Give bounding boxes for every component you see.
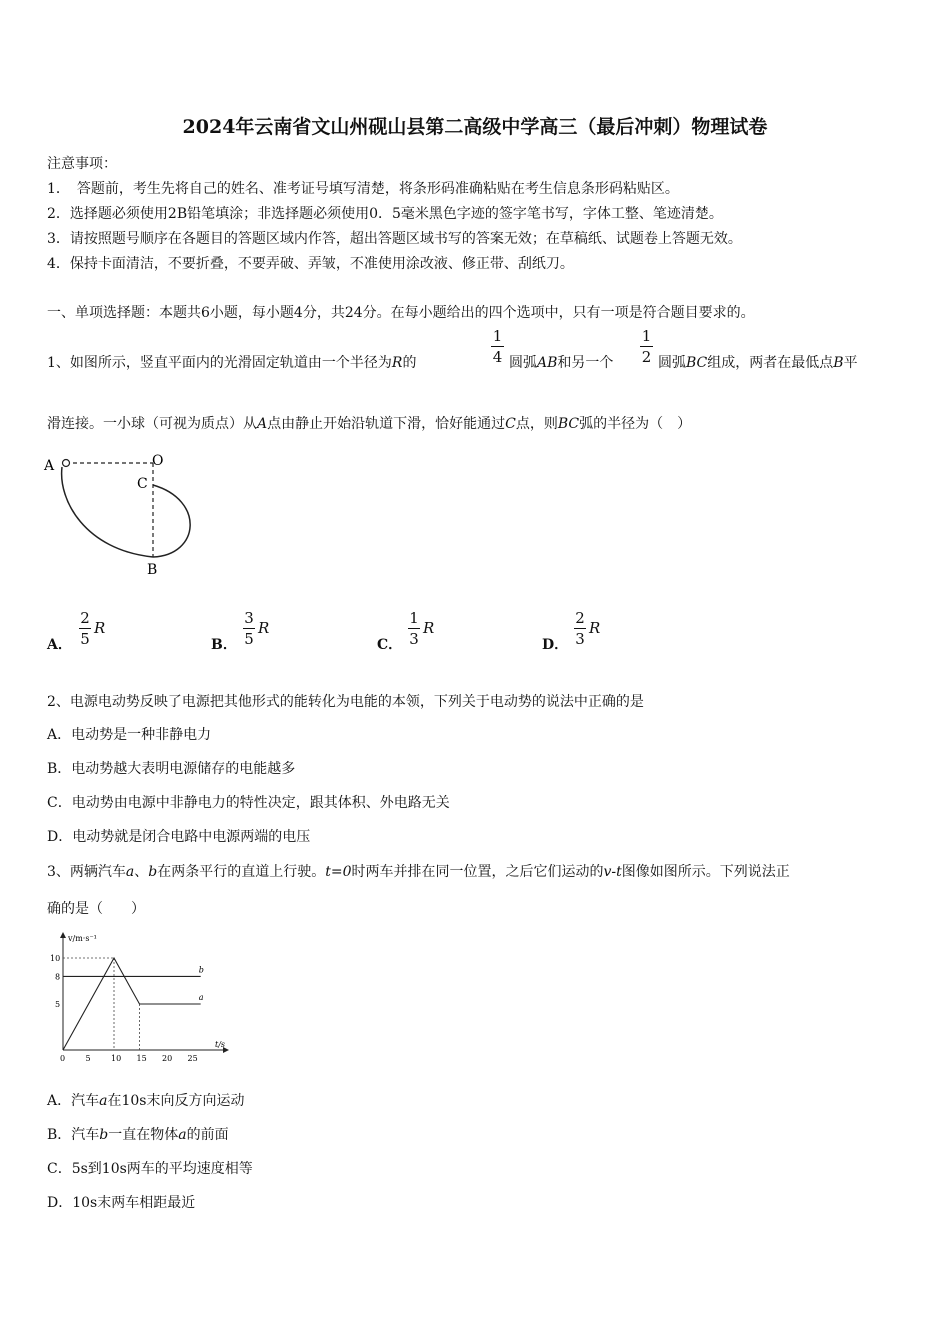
q3-vt-chart (40, 925, 240, 1065)
label-o: O (152, 453, 164, 469)
q1-option-a-letter[interactable]: A． (47, 637, 72, 653)
y-tick-label: 10 (50, 954, 61, 963)
q2-stem: 2、电源电动势反映了电源把其他形式的能转化为电能的本领，下列关于电动势的说法中正确的是 (47, 694, 644, 710)
q3-option-a[interactable]: A．汽车a在10s末向反方向运动 (47, 1093, 245, 1109)
x-tick-label: 25 (187, 1054, 198, 1063)
notice-item: 3．请按照题号顺序在各题目的答题区域内作答，超出答题区域书写的答案无效；在草稿纸、试题卷上答题无效。 (47, 231, 742, 247)
q1-fraction-half: 1 2 (641, 327, 652, 366)
ball-icon (63, 460, 70, 467)
q3-stem-line2: 确的是（ ） (47, 901, 145, 917)
q1-stem-line1-b: 圆弧AB和另一个 (509, 355, 614, 371)
x-axis-label: t/s (215, 1040, 226, 1049)
q1-option-d-letter[interactable]: D． (542, 637, 569, 653)
q1-option-b-letter[interactable]: B． (211, 637, 237, 653)
q3-option-b[interactable]: B．汽车b一直在物体a的前面 (47, 1127, 229, 1143)
q1-fraction-quarter: 1 4 (492, 327, 503, 366)
q1-option-d-var: R (589, 619, 601, 637)
x-tick-label: 20 (162, 1054, 173, 1063)
x-tick-label: 10 (111, 1054, 122, 1063)
page-title: 2024年云南省文山州砚山县第二高级中学高三（最后冲刺）物理试卷 (182, 116, 768, 138)
q3-stem-line1: 3、两辆汽车a、b在两条平行的直道上行驶。t=0时两车并排在同一位置，之后它们运动的v-t图像如图所示。下列说法正 (47, 864, 790, 880)
q1-option-b-fraction[interactable]: 3 5 (244, 609, 254, 648)
q1-option-c-fraction[interactable]: 1 3 (409, 609, 419, 648)
q1-option-a-var: R (94, 619, 106, 637)
y-tick-label: 5 (55, 1000, 61, 1009)
y-tick-label: 8 (55, 972, 61, 982)
q1-option-c-letter[interactable]: C． (377, 637, 403, 653)
q2-option-b[interactable]: B．电动势越大表明电源储存的电能越多 (47, 761, 296, 777)
q1-stem-line1-c: 圆弧BC组成，两者在最低点B平 (658, 355, 858, 371)
x-tick-label: 0 (60, 1054, 66, 1063)
q2-option-c[interactable]: C．电动势由电源中非静电力的特性决定，跟其体积、外电路无关 (47, 795, 450, 811)
q1-stem-line2: 滑连接。一小球（可视为质点）从A点由静止开始沿轨道下滑，恰好能通过C点，则BC弧的半径为（ ） (47, 416, 692, 432)
notice-item: 2．选择题必须使用2B铅笔填涂；非选择题必须使用0．5毫米黑色字迹的签字笔书写，字体工整、笔迹清楚。 (47, 206, 723, 222)
y-axis-label: v/m·s⁻¹ (68, 934, 97, 943)
q1-track-figure (40, 445, 210, 585)
series-a-line (63, 958, 201, 1050)
notice-heading: 注意事项： (47, 156, 117, 172)
x-tick-label: 5 (85, 1054, 91, 1063)
q1-option-c-var: R (423, 619, 435, 637)
q1-option-d-fraction[interactable]: 2 3 (575, 609, 585, 648)
section-heading: 一、单项选择题：本题共6小题，每小题4分，共24分。在每小题给出的四个选项中，只有一项是符合题目要求的。 (47, 305, 755, 321)
q3-option-d[interactable]: D．10s末两车相距最近 (47, 1195, 196, 1211)
q2-option-a[interactable]: A．电动势是一种非静电力 (47, 727, 212, 743)
label-a: A (44, 458, 55, 474)
notice-item: 1． 答题前，考生先将自己的姓名、准考证号填写清楚，将条形码准确粘贴在考生信息条形码粘贴区。 (47, 181, 679, 197)
label-c: C (137, 476, 148, 492)
label-b: B (147, 562, 158, 578)
series-a-label: a (198, 993, 204, 1002)
q1-stem-line1: 1、如图所示，竖直平面内的光滑固定轨道由一个半径为R的 (47, 355, 417, 371)
q2-option-d[interactable]: D．电动势就是闭合电路中电源两端的电压 (47, 829, 311, 845)
q1-option-a-fraction[interactable]: 2 5 (80, 609, 90, 648)
q3-option-c[interactable]: C．5s到10s两车的平均速度相等 (47, 1161, 253, 1177)
notice-item: 4．保持卡面清洁，不要折叠，不要弄破、弄皱，不准使用涂改液、修正带、刮纸刀。 (47, 256, 574, 272)
q1-option-b-var: R (258, 619, 270, 637)
x-tick-label: 15 (136, 1054, 147, 1063)
series-b-label: b (198, 965, 204, 975)
